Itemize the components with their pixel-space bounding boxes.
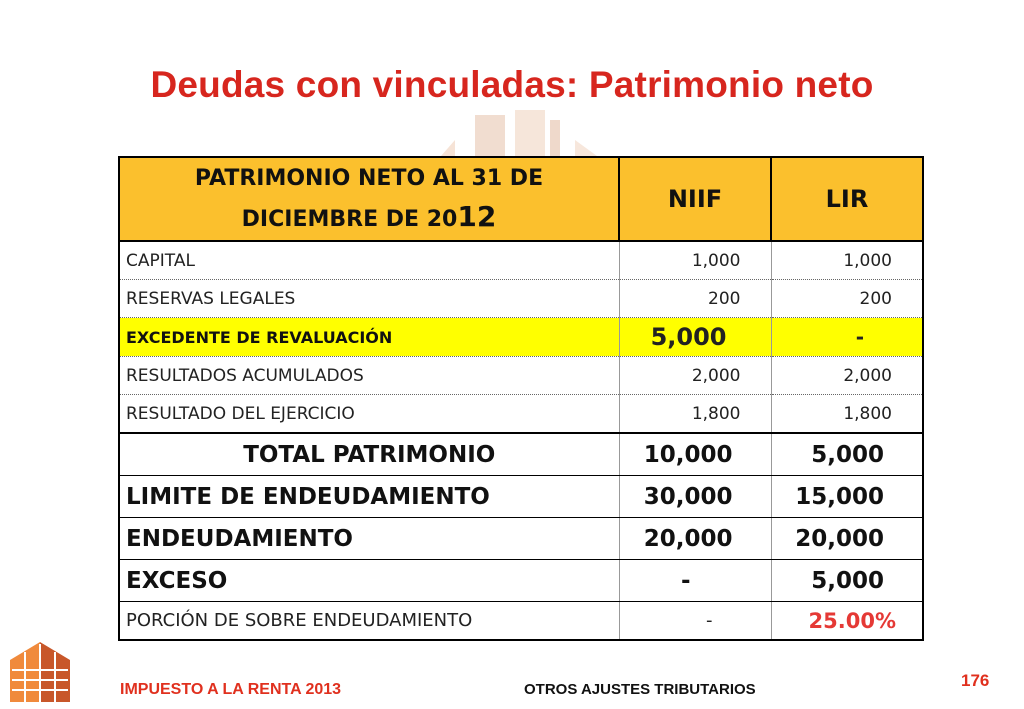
building-logo-icon: [10, 640, 70, 702]
overdebt-percent: 25.00%: [771, 602, 923, 641]
table-header: [119, 157, 923, 241]
summary-niif: 30,000: [619, 476, 771, 518]
row-lir: -: [771, 318, 923, 357]
footer-center: OTROS AJUSTES TRIBUTARIOS: [524, 681, 756, 698]
row-lir: 1,000: [771, 241, 923, 280]
row-niif: 1,800: [619, 395, 771, 434]
summary-niif: -: [619, 560, 771, 602]
summary-label: LIMITE DE ENDEUDAMIENTO: [119, 476, 619, 518]
summary-label: EXCESO: [119, 560, 619, 602]
total-row: [119, 433, 923, 476]
header-niif: NIIF: [619, 157, 771, 241]
row-niif: 200: [619, 280, 771, 318]
summary-lir: 15,000: [771, 476, 923, 518]
table-row: [119, 280, 923, 318]
row-niif: 5,000: [619, 318, 771, 357]
table-row: [119, 395, 923, 434]
summary-row: [119, 476, 923, 518]
row-niif: 1,000: [619, 241, 771, 280]
footer-left: IMPUESTO A LA RENTA 2013: [120, 681, 342, 698]
page-number: 176: [961, 671, 990, 690]
patrimonio-table: [118, 156, 924, 641]
row-label: CAPITAL: [119, 241, 619, 280]
row-label: RESERVAS LEGALES: [119, 280, 619, 318]
table-row-highlighted: [119, 318, 923, 357]
total-label: TOTAL PATRIMONIO: [119, 433, 619, 476]
summary-row: [119, 518, 923, 560]
row-label: RESULTADO DEL EJERCICIO: [119, 395, 619, 434]
header-concept-line1: PATRIMONIO NETO AL 31 DE: [194, 165, 544, 191]
summary-label: ENDEUDAMIENTO: [119, 518, 619, 560]
table-row: [119, 357, 923, 395]
row-label: RESULTADOS ACUMULADOS: [119, 357, 619, 395]
overdebt-label: PORCIÓN DE SOBRE ENDEUDAMIENTO: [119, 602, 619, 641]
header-concept: [119, 157, 619, 241]
summary-lir: 20,000: [771, 518, 923, 560]
header-concept-line2: [120, 198, 618, 239]
summary-niif: 20,000: [619, 518, 771, 560]
header-concept-year: 12: [457, 199, 497, 233]
total-lir: 5,000: [771, 433, 923, 476]
row-niif: 2,000: [619, 357, 771, 395]
overdebt-row: [119, 602, 923, 641]
slide-title: Deudas con vinculadas: Patrimonio neto: [150, 64, 874, 105]
total-niif: 10,000: [619, 433, 771, 476]
table-row: [119, 241, 923, 280]
row-label: EXCEDENTE DE REVALUACIÓN: [119, 318, 619, 357]
row-lir: 200: [771, 280, 923, 318]
row-lir: 1,800: [771, 395, 923, 434]
overdebt-niif: -: [619, 602, 771, 641]
header-lir: LIR: [771, 157, 923, 241]
row-lir: 2,000: [771, 357, 923, 395]
header-concept-prefix: DICIEMBRE DE 20: [241, 206, 458, 232]
summary-lir: 5,000: [771, 560, 923, 602]
summary-row: [119, 560, 923, 602]
